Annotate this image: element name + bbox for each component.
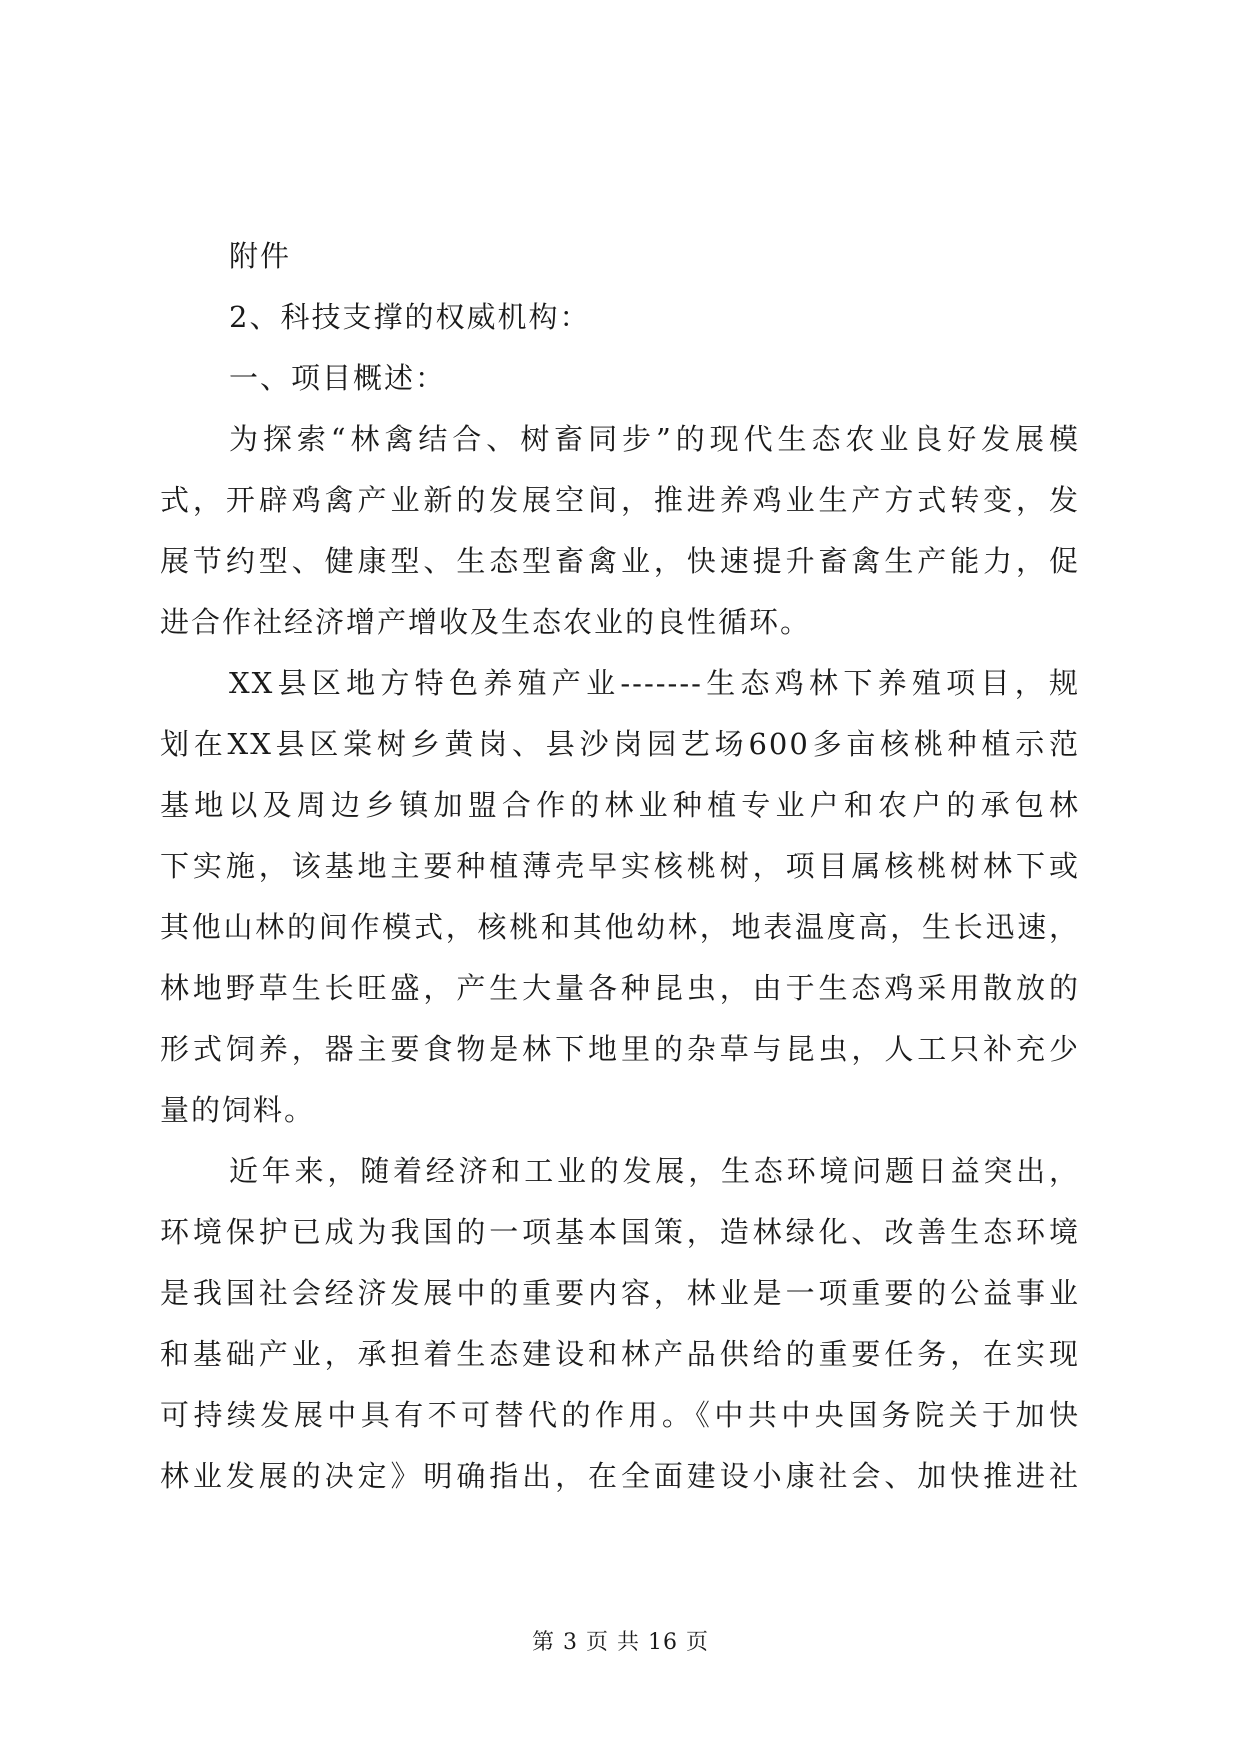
paragraph-3-line-2: 环境保护已成为我国的一项基本国策，造林绿化、改善生态环境 xyxy=(160,1215,1080,1249)
paragraph-3-line-1: 近年来，随着经济和工业的发展，生态环境问题日益突出， xyxy=(229,1154,1080,1188)
document-body xyxy=(160,226,1080,1507)
section-tech-support: 2、科技支撑的权威机构： xyxy=(229,300,591,334)
paragraph-2-line-2: 划在XX县区棠树乡黄岗、县沙岗园艺场600多亩核桃种植示范 xyxy=(160,727,1080,761)
page-number-footer: 第 3 页 共 16 页 xyxy=(532,1630,709,1655)
paragraph-2-line-1: XX县区地方特色养殖产业-------生态鸡林下养殖项目，规 xyxy=(229,666,1080,700)
paragraph-3-line-6: 林业发展的决定》明确指出，在全面建设小康社会、加快推进社 xyxy=(160,1459,1080,1493)
section-heading-overview: 一、项目概述： xyxy=(229,361,447,395)
paragraph-2-line-3: 基地以及周边乡镇加盟合作的林业种植专业户和农户的承包林 xyxy=(160,788,1080,822)
paragraph-2-line-7: 形式饲养，器主要食物是林下地里的杂草与昆虫，人工只补充少 xyxy=(160,1032,1080,1066)
paragraph-2-line-4: 下实施，该基地主要种植薄壳早实核桃树，项目属核桃树林下或 xyxy=(160,849,1080,883)
paragraph-2-line-6: 林地野草生长旺盛，产生大量各种昆虫，由于生态鸡采用散放的 xyxy=(160,971,1080,1005)
attachment-label: 附件 xyxy=(229,239,292,273)
paragraph-1-line-4: 进合作社经济增产增收及生态农业的良性循环。 xyxy=(160,605,812,639)
paragraph-1-line-2: 式，开辟鸡禽产业新的发展空间，推进养鸡业生产方式转变，发 xyxy=(160,483,1080,517)
paragraph-2-line-5: 其他山林的间作模式，核桃和其他幼林，地表温度高，生长迅速， xyxy=(160,910,1080,944)
paragraph-3-line-4: 和基础产业，承担着生态建设和林产品供给的重要任务，在实现 xyxy=(160,1337,1080,1371)
paragraph-3-line-5: 可持续发展中具有不可替代的作用。《中共中央国务院关于加快 xyxy=(160,1398,1080,1432)
paragraph-1-line-1: 为探索“林禽结合、树畜同步”的现代生态农业良好发展模 xyxy=(229,422,1080,456)
paragraph-1-line-3: 展节约型、健康型、生态型畜禽业，快速提升畜禽生产能力，促 xyxy=(160,544,1080,578)
paragraph-3-line-3: 是我国社会经济发展中的重要内容，林业是一项重要的公益事业 xyxy=(160,1276,1080,1310)
paragraph-2-line-8: 量的饲料。 xyxy=(160,1093,316,1127)
